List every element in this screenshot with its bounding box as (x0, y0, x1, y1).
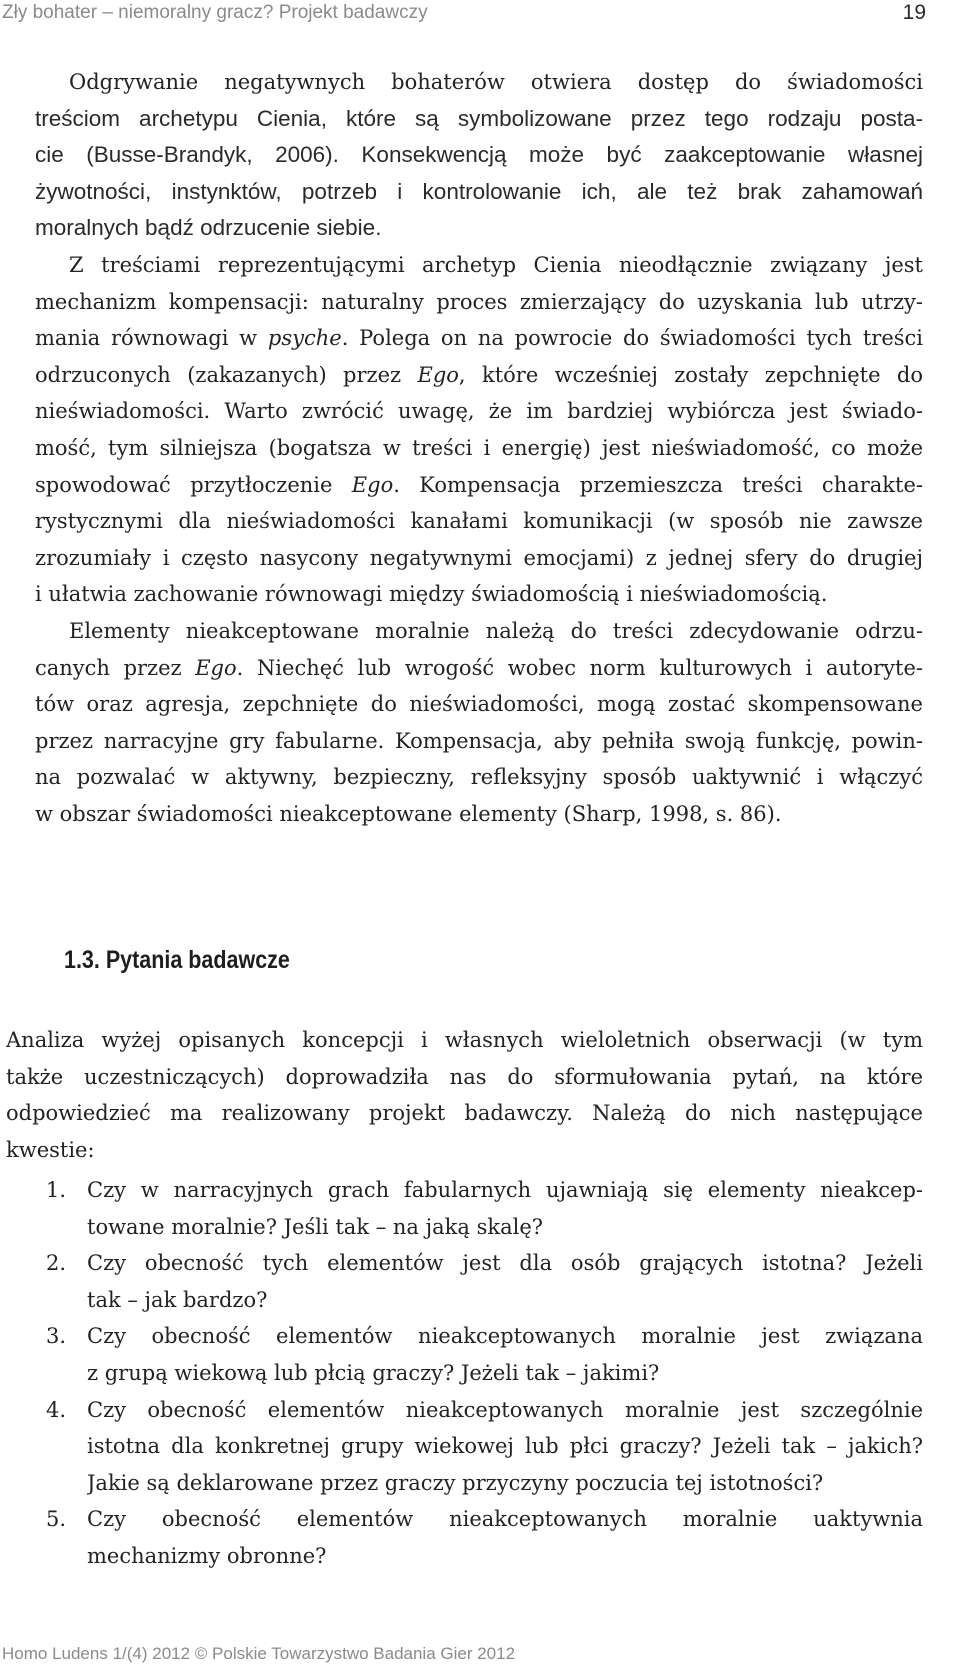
text-line (35, 467, 923, 504)
body-section-b (6, 1022, 923, 1168)
section-heading (64, 946, 290, 975)
list-item (46, 1501, 923, 1574)
text-line: Odgrywanie negatywnych bohaterów otwiera dostęp do świadomości (69, 70, 923, 94)
emphasis-psyche: psyche (267, 326, 342, 351)
text-line: odpowiedzieć ma realizowany projekt badawczy. Należą do nich następujące (6, 1101, 923, 1126)
list-item (46, 1392, 923, 1502)
text-line: także uczestniczących) doprowadziła nas do sformułowania pytań, na które (6, 1064, 923, 1089)
emphasis-ego: Ego (351, 472, 394, 497)
running-title: Zły bohater – niemoralny gracz? Projekt badawczy (2, 2, 428, 23)
text-line: Analiza wyżej opisanych koncepcji i własnych wieloletnich obserwacji (w tym (6, 1028, 923, 1052)
text-run: . Kompensacja przemieszcza treści charakte- (393, 472, 923, 497)
list-number: 1. (46, 1178, 67, 1202)
paragraph-2 (35, 247, 923, 613)
text-line (35, 320, 923, 357)
text-line: mechanizmy obronne? (87, 1543, 327, 1568)
text-line: na pozwalać w aktywny, bezpieczny, refleksyjny sposób uaktywnić i włączyć (35, 765, 923, 790)
text-line: kwestie: (6, 1137, 95, 1162)
page-number: 19 (902, 1, 926, 24)
text-line: Czy obecność elementów nieakceptowanych moralnie uaktywnia (87, 1507, 923, 1532)
text-line: cie (Busse-Brandyk, 2006). Konsekwencją może być zaakceptowanie własnej (35, 142, 923, 168)
text-line: rystycznymi dla nieświadomości kanałami komunikacji (w sposób nie zawsze (35, 509, 923, 534)
text-line: moralnych bądź odrzucenie siebie. (35, 215, 382, 241)
text-line: z grupą wiekową lub płcią graczy? Jeżeli tak – jakimi? (87, 1360, 660, 1385)
text-line: przez narracyjne gry fabularne. Kompensacja, aby pełniła swoją funkcję, powin- (35, 728, 923, 753)
emphasis-ego: Ego (417, 362, 459, 387)
page-footer: Homo Ludens 1/(4) 2012 © Polskie Towarzystwo Badania Gier 2012 (2, 1644, 516, 1663)
text-line (35, 357, 923, 394)
text-run: , które wcześniej zostały zepchnięte do (458, 362, 923, 387)
text-run: odrzuconych (zakazanych) przez (35, 362, 418, 387)
body-section-a (35, 64, 923, 832)
text-line: istotna dla konkretnej grupy wiekowej lub płci graczy? Jeżeli tak – jakich? (87, 1434, 923, 1459)
text-line: tów oraz agresja, zepchnięte do nieświadomości, mogą zostać skompensowane (35, 692, 923, 717)
text-line: mość, tym silniejsza (bogatsza w treści i energię) jest nieświadomość, co może (35, 435, 923, 460)
text-line: tak – jak bardzo? (87, 1287, 268, 1312)
text-line: Czy obecność elementów nieakceptowanych moralnie jest związana (87, 1324, 923, 1349)
text-line: zrozumiały i często nasycony negatywnymi emocjami) z jednej sfery do drugiej (35, 545, 923, 570)
research-questions-list (46, 1172, 923, 1575)
text-line: mechanizm kompensacji: naturalny proces zmierzający do uzyskania lub utrzy- (35, 289, 923, 314)
text-line: towane moralnie? Jeśli tak – na jaką skalę? (87, 1214, 544, 1239)
text-line: Elementy nieakceptowane moralnie należą do treści zdecydowanie odrzu- (69, 618, 923, 643)
text-run: spowodować przytłoczenie (35, 472, 352, 497)
list-item (46, 1172, 923, 1245)
text-line: Z treściami reprezentującymi archetyp Cienia nieodłącznie związany jest (69, 252, 923, 277)
paragraph-3 (35, 613, 923, 833)
text-line: żywotności, instynktów, potrzeb i kontrolowanie ich, ale też brak zahamowań (35, 178, 923, 204)
section-title: Pytania badawcze (105, 946, 290, 974)
text-line (35, 650, 923, 687)
list-item (46, 1318, 923, 1391)
section-number: 1.3. (64, 946, 100, 974)
paragraph-1 (35, 64, 923, 247)
text-run: . Niechęć lub wrogość wobec norm kulturowych i autoryte- (236, 655, 923, 680)
text-line: w obszar świadomości nieakceptowane elementy (Sharp, 1998, s. 86). (35, 801, 782, 826)
text-line: nieświadomości. Warto zwrócić uwagę, że im bardziej wybiórcza jest świado- (35, 399, 923, 424)
list-number: 2. (46, 1251, 67, 1276)
list-number: 3. (46, 1324, 67, 1349)
list-number: 4. (46, 1397, 67, 1422)
running-head (2, 0, 926, 30)
text-line: Czy obecność tych elementów jest dla osób grających istotna? Jeżeli (87, 1251, 923, 1276)
text-line: i ułatwia zachowanie równowagi między świadomością i nieświadomością. (35, 582, 828, 607)
text-line: treściom archetypu Cienia, które są symbolizowane przez tego rodzaju posta- (35, 105, 923, 131)
text-run: mania równowagi w (35, 326, 268, 351)
emphasis-ego: Ego (195, 655, 237, 680)
text-run: canych przez (35, 655, 196, 680)
text-line: Czy w narracyjnych grach fabularnych ujawniają się elementy nieakcep- (87, 1178, 923, 1202)
text-line: Jakie są deklarowane przez graczy przyczyny poczucia tej istotności? (87, 1470, 824, 1495)
text-line: Czy obecność elementów nieakceptowanych moralnie jest szczególnie (87, 1397, 923, 1422)
text-run: . Polega on na powrocie do świadomości tych treści (341, 326, 923, 351)
list-item (46, 1245, 923, 1318)
list-number: 5. (46, 1507, 67, 1532)
